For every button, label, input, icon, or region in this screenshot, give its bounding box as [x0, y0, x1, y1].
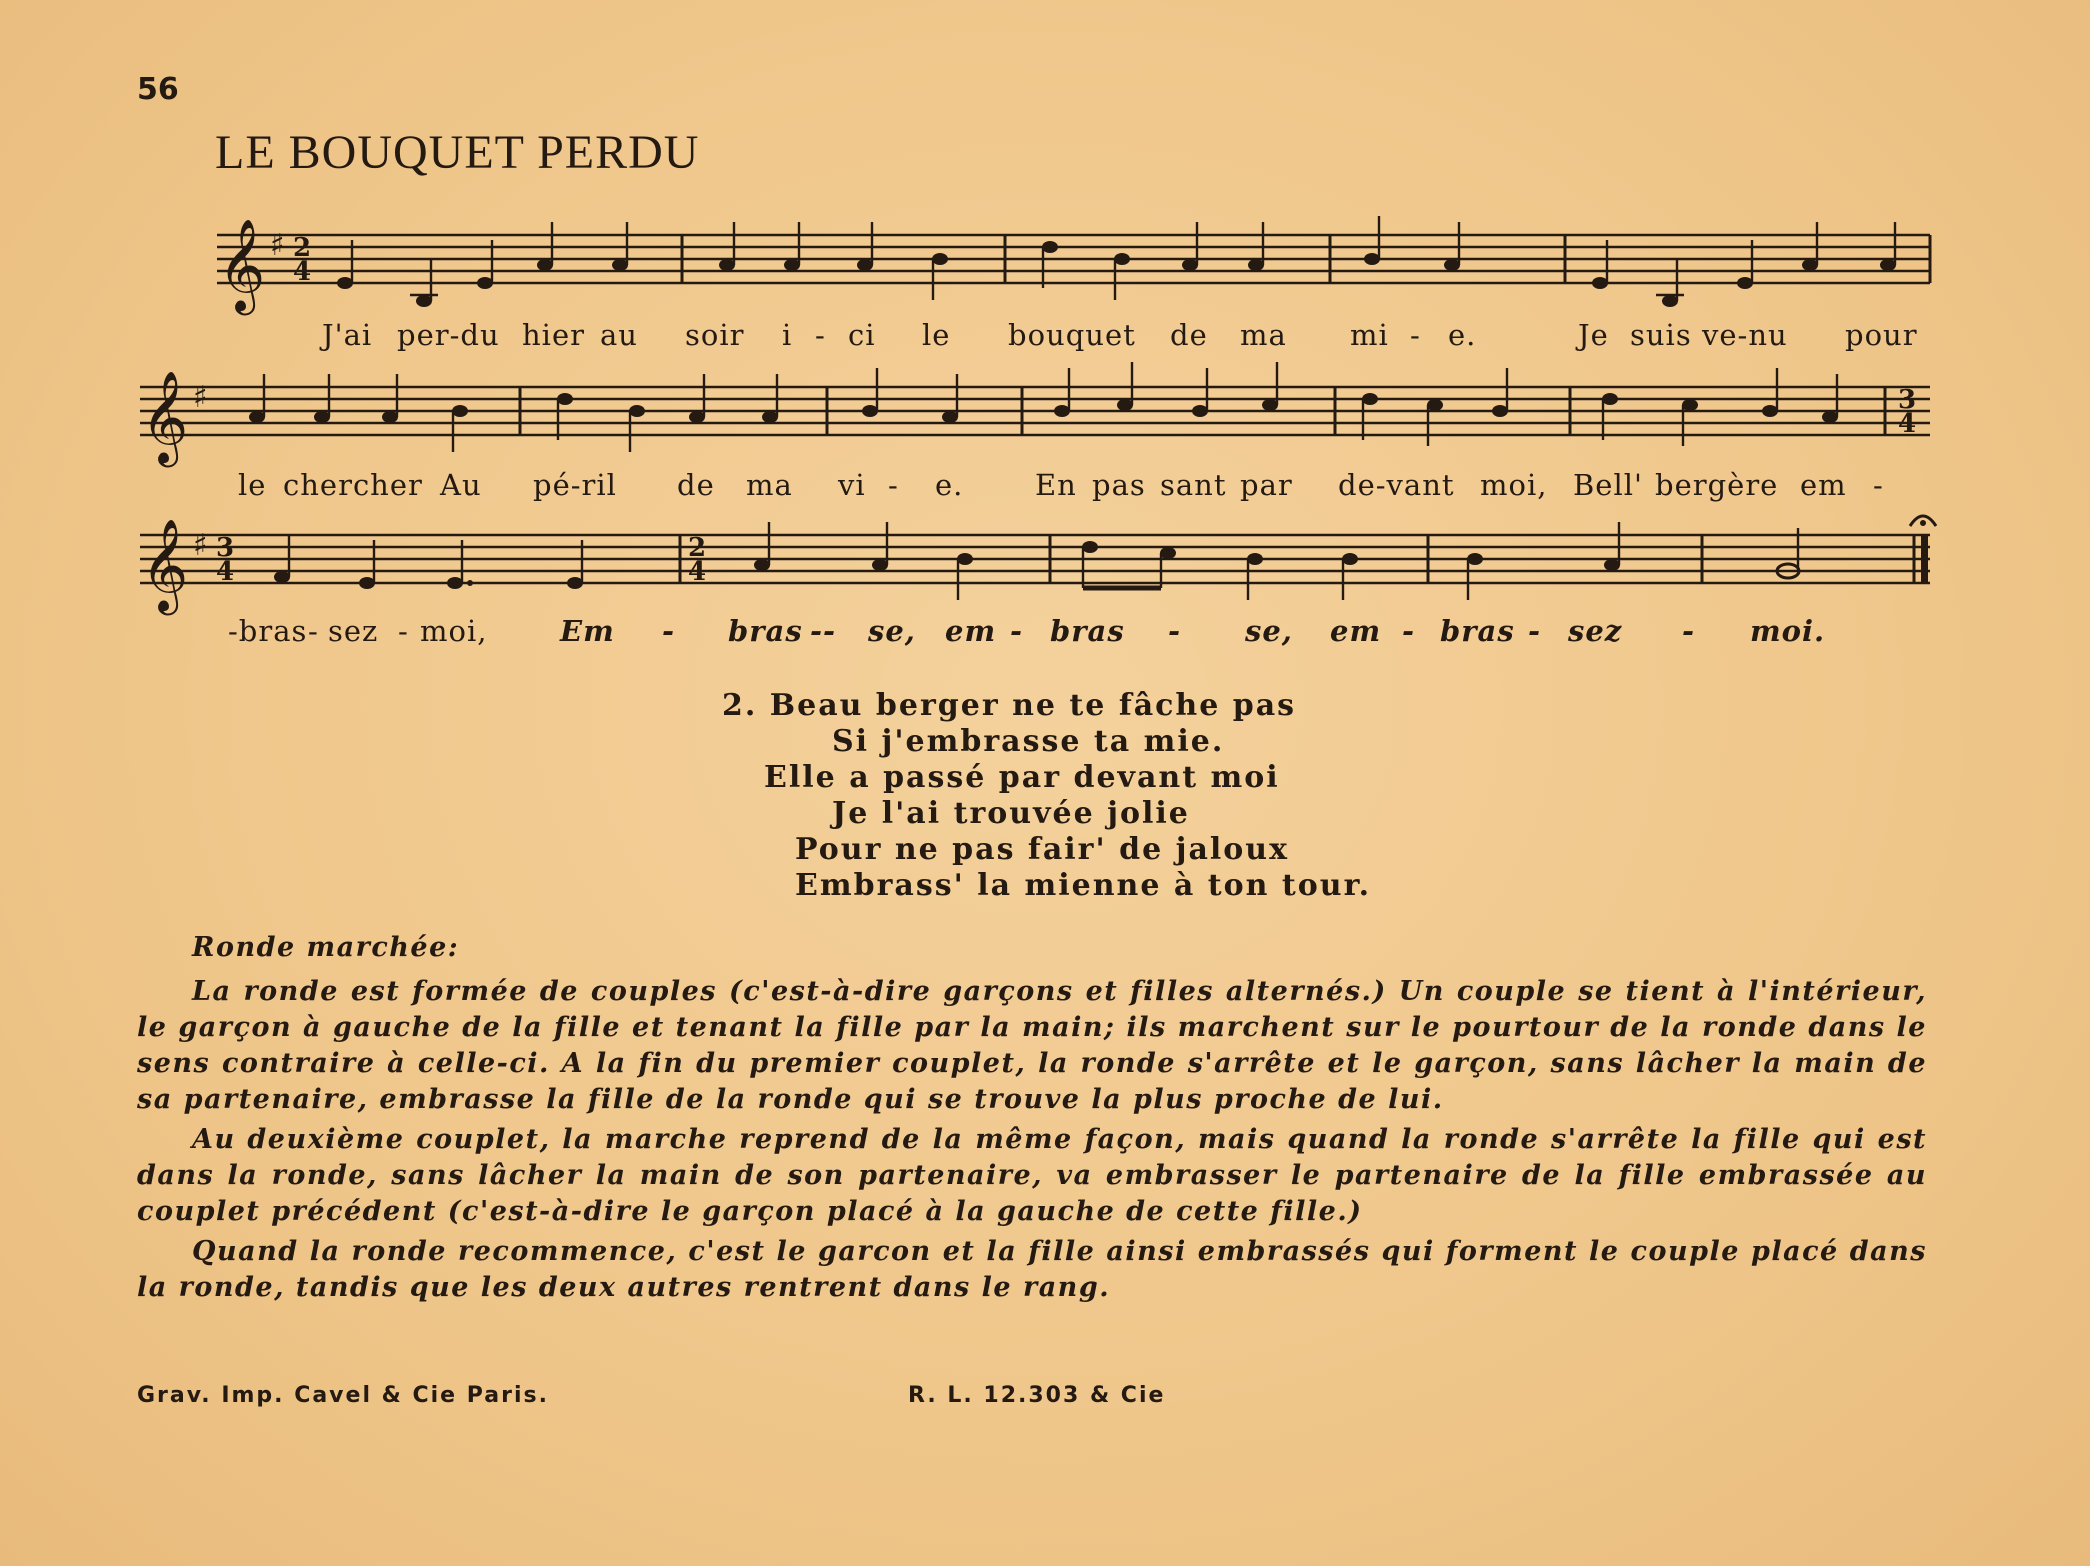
lyric-syllable: e. [1448, 318, 1477, 352]
instructions-paragraph: La ronde est formée de couples (c'est-à-dire garçons et filles alternés.) Un couple se tient à l'intérieur, le garçon à gauche de la fille et tenant la fille par la main; ils marchent sur le pourtour de la ronde dans le sens contraire à celle-ci. A la fin du premier couplet, la ronde s'arrête et le garçon, sans lâcher la main de sa partenaire, embrasse la fille de la ronde qui se trouve la plus proche de lui. [137, 976, 1927, 1115]
lyric-syllable: e. [935, 468, 964, 502]
lyric-syllable: bras [728, 614, 803, 648]
verse-line: Elle a passé par devant moi [764, 760, 1280, 795]
lyric-syllable: ma [746, 468, 793, 502]
lyric-syllable: En [1035, 468, 1077, 502]
lyric-syllable: em [945, 614, 997, 648]
lyric-syllable: i [782, 318, 793, 352]
lyric-syllable: pour [1845, 318, 1918, 352]
time-signature-bottom: 4 [1898, 409, 1917, 439]
lyric-syllable: de-vant [1338, 468, 1455, 502]
music-staff-3 [0, 500, 2090, 620]
lyric-syllable: sez [328, 614, 379, 648]
instructions-heading: Ronde marchée: [192, 932, 460, 963]
verse-line: Pour ne pas fair' de jaloux [795, 832, 1289, 867]
lyric-syllable: - [662, 614, 676, 648]
key-signature-sharp: ♯ [193, 380, 208, 415]
time-signature-top: 2 [293, 233, 312, 263]
notes-system-1 [337, 216, 1896, 307]
key-signature-sharp: ♯ [270, 228, 285, 263]
lyric-syllable: vi [838, 468, 866, 502]
staff-system-2 [0, 352, 2090, 472]
lyric-syllable: de [677, 468, 715, 502]
lyric-syllable: em [1800, 468, 1847, 502]
time-signature-bottom: 4 [293, 257, 312, 287]
staff-system-3 [0, 500, 2090, 620]
lyric-syllable: Je [1578, 318, 1609, 352]
verse-line: 2. Beau berger ne te fâche pas [722, 688, 1297, 723]
song-title: LE BOUQUET PERDU [215, 126, 700, 179]
instructions-paragraph: Quand la ronde recommence, c'est le garcon et la fille ainsi embrassés qui forment le couple placé dans la ronde, tandis que les deux autres rentrent dans le rang. [137, 1236, 1927, 1303]
lyric-syllable: moi, [1480, 468, 1548, 502]
lyric-syllable: hier [522, 318, 585, 352]
lyric-syllable: - [1402, 614, 1416, 648]
lyric-syllable: J'ai [322, 318, 373, 352]
treble-clef-icon: 𝄞 [218, 218, 266, 311]
lyric-syllable: mi [1350, 318, 1389, 352]
lyric-syllable: bras [1050, 614, 1125, 648]
lyric-syllable: - [1168, 614, 1182, 648]
lyric-syllable: Au [440, 468, 482, 502]
time-signature-bottom: 4 [688, 557, 707, 587]
notes-system-2 [249, 362, 1838, 452]
printer-credit: Grav. Imp. Cavel & Cie Paris. [137, 1383, 549, 1408]
lyric-syllable: suis [1630, 318, 1692, 352]
lyric-syllable: - [308, 614, 319, 648]
lyric-syllable: se, [1245, 614, 1293, 648]
verse-line: Embrass' la mienne à ton tour. [795, 868, 1372, 903]
lyric-syllable: ci [848, 318, 876, 352]
verse-line: Je l'ai trouvée jolie [832, 796, 1190, 831]
instructions-paragraph: Au deuxième couplet, la marche reprend de la même façon, mais quand la ronde s'arrête la fille qui est dans la ronde, sans lâcher la main de son partenaire, va embrasser le partenaire de la fille embrassée au couplet précédent (c'est-à-dire le garçon placé à la gauche de cette fille.) [137, 1124, 1927, 1227]
page-number: 56 [137, 72, 179, 107]
final-barline [1921, 535, 1928, 583]
staff-system-1 [0, 200, 2090, 320]
lyric-syllable: moi, [420, 614, 488, 648]
music-staff-2 [0, 352, 2090, 472]
lyric-syllable: Em [560, 614, 615, 648]
lyric-syllable: bouquet [1008, 318, 1136, 352]
lyric-syllable: le [922, 318, 951, 352]
lyric-syllable: pas [1092, 468, 1146, 502]
lyric-syllable: moi. [1750, 614, 1826, 648]
lyrics-line-3-italic [0, 614, 2090, 658]
lyric-syllable: au [600, 318, 638, 352]
lyric-syllable: bras [1440, 614, 1515, 648]
verse-line: Si j'embrasse ta mie. [832, 724, 1225, 759]
treble-clef-icon: 𝄞 [141, 518, 189, 611]
lyric-syllable: - [815, 318, 826, 352]
lyric-syllable: Bell' [1573, 468, 1643, 502]
lyric-syllable: - [1410, 318, 1421, 352]
time-signature-top: 3 [1898, 385, 1917, 415]
treble-clef-icon: 𝄞 [141, 370, 189, 463]
music-staff-1 [0, 200, 2090, 320]
lyric-syllable: -- [810, 614, 837, 648]
lyric-syllable: sez [1568, 614, 1623, 648]
lyric-syllable: bergère [1655, 468, 1779, 502]
lyric-syllable: de [1170, 318, 1208, 352]
verse-2 [700, 688, 1371, 904]
lyric-syllable: le [238, 468, 267, 502]
lyric-syllable: sant [1160, 468, 1227, 502]
lyric-syllable: soir [685, 318, 745, 352]
dance-instructions [137, 930, 1927, 1310]
lyric-syllable: - [1682, 614, 1696, 648]
lyric-syllable: - [1528, 614, 1542, 648]
lyric-syllable: - [398, 614, 409, 648]
lyric-syllable: -bras [228, 614, 308, 648]
time-signature-top: 2 [688, 533, 707, 563]
notes-system-3 [274, 522, 1799, 600]
time-signature-bottom: 4 [216, 557, 235, 587]
lyric-syllable: em [1330, 614, 1382, 648]
lyric-syllable: ve-nu [1702, 318, 1788, 352]
lyric-syllable: pé-ril [533, 468, 617, 502]
lyric-syllable: ma [1240, 318, 1287, 352]
catalog-number: R. L. 12.303 & Cie [908, 1383, 1166, 1408]
lyric-syllable: - [888, 468, 899, 502]
lyric-syllable: par [1240, 468, 1293, 502]
lyric-syllable: per-du [397, 318, 500, 352]
lyric-syllable: - [1010, 614, 1024, 648]
time-signature-top: 3 [216, 533, 235, 563]
lyric-syllable: se, [868, 614, 916, 648]
lyric-syllable: - [1873, 468, 1884, 502]
key-signature-sharp: ♯ [193, 528, 208, 563]
lyric-syllable: chercher [283, 468, 423, 502]
